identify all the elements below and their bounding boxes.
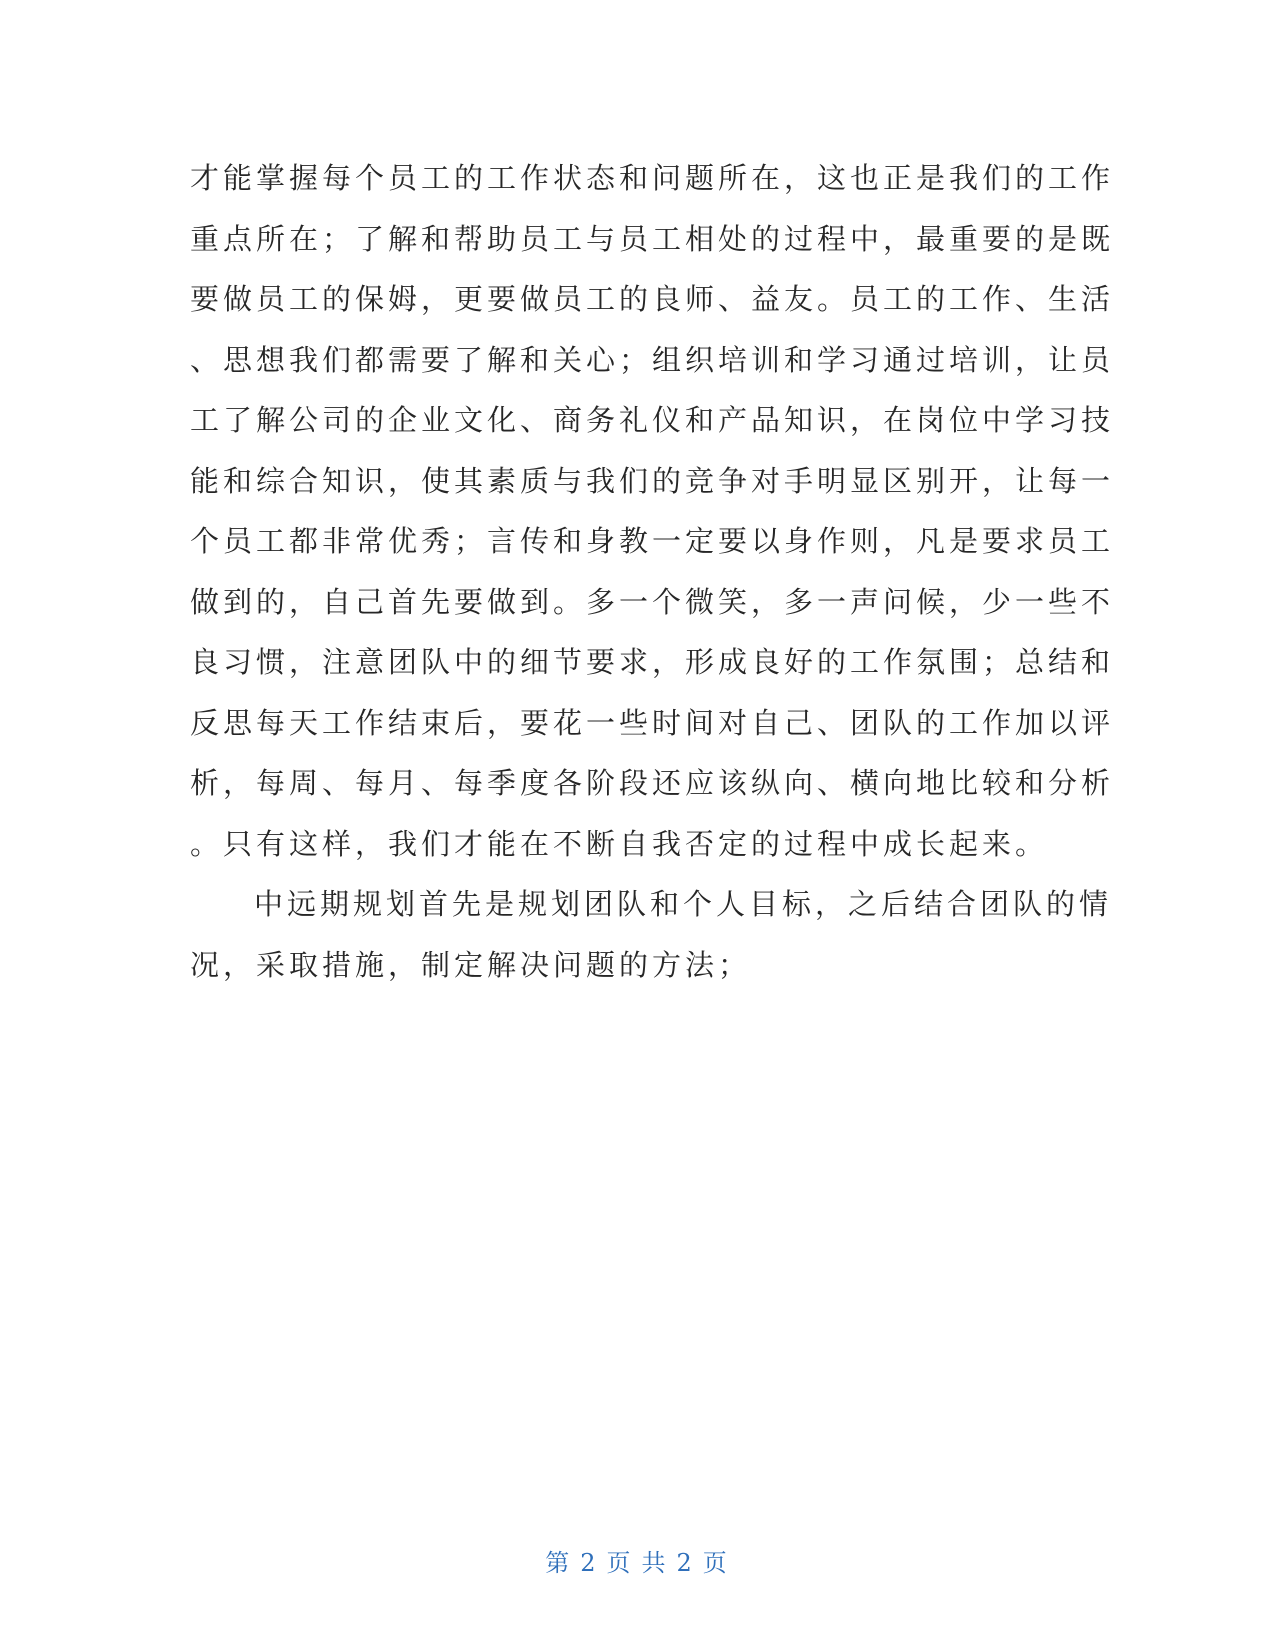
text-line: 良习惯，注意团队中的细节要求，形成良好的工作氛围；总结和 [190,645,1115,679]
text-line: 才能掌握每个员工的工作状态和问题所在，这也正是我们的工作 [190,161,1115,195]
footer-label-total: 共 [641,1549,669,1577]
footer-current-page: 2 [580,1549,599,1577]
document-body [190,148,1115,995]
text-line: 中远期规划首先是规划团队和个人目标，之后结合团队的情 [254,887,1113,921]
footer-label-prefix: 第 [545,1549,573,1577]
paragraph-2 [190,874,1113,995]
text-line: 工了解公司的企业文化、商务礼仪和产品知识，在岗位中学习技 [190,403,1115,437]
text-line: 要做员工的保姆，更要做员工的良师、益友。员工的工作、生活 [190,282,1115,316]
text-line: 况，采取措施，制定解决问题的方法； [190,947,752,982]
text-line: 能和综合知识，使其素质与我们的竞争对手明显区别开，让每一 [190,463,1115,498]
footer-total-pages: 2 [676,1549,695,1577]
text-line: 析，每周、每月、每季度各阶段还应该纵向、横向地比较和分析 [190,766,1115,800]
text-line: 。只有这样，我们才能在不断自我否定的过程中成长起来。 [190,826,1049,861]
paragraph-1 [190,148,1115,874]
text-line: 做到的，自己首先要做到。多一个微笑，多一声问候，少一些不 [190,584,1115,619]
text-line: 个员工都非常优秀；言传和身教一定要以身作则，凡是要求员工 [190,524,1115,558]
page-footer [0,1543,1275,1578]
footer-label-page-end: 页 [702,1549,730,1577]
footer-label-page: 页 [606,1549,634,1577]
text-line: 重点所在；了解和帮助员工与员工相处的过程中，最重要的是既 [190,221,1115,256]
text-line: 、思想我们都需要了解和关心；组织培训和学习通过培训，让员 [190,342,1115,377]
text-line: 反思每天工作结束后，要花一些时间对自己、团队的工作加以评 [190,705,1115,740]
